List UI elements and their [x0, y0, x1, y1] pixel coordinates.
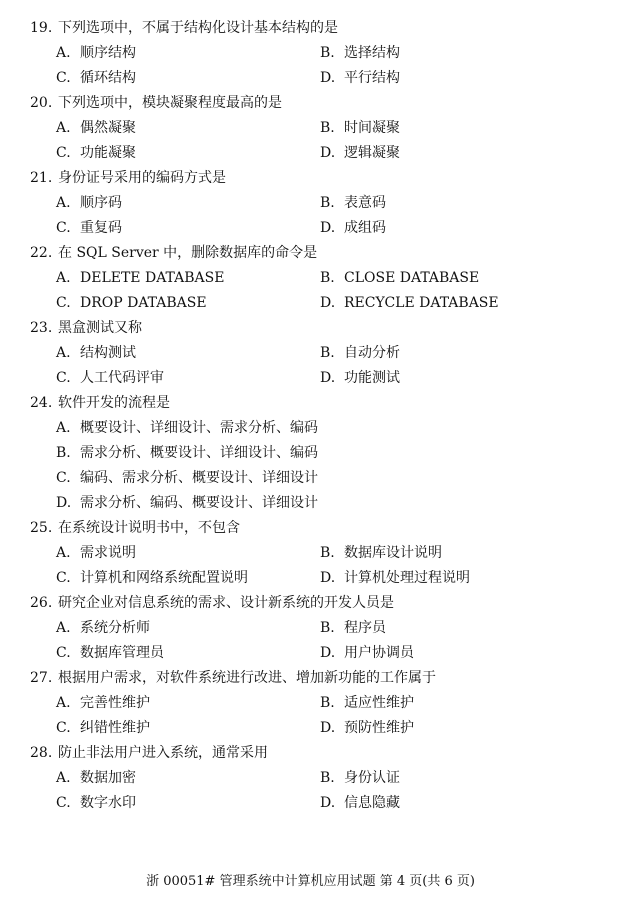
option-19-c: C. 循环结构	[56, 70, 136, 86]
option-27-c: C. 纠错性维护	[56, 720, 150, 736]
option-24-a: A. 概要设计、详细设计、需求分析、编码	[56, 420, 318, 436]
question-text: 软件开发的流程是	[58, 395, 170, 411]
question-text: 根据用户需求，对软件系统进行改进、增加新功能的工作属于	[58, 670, 436, 686]
page-footer: 浙 00051# 管理系统中计算机应用试题 第 4 页(共 6 页)	[146, 874, 475, 889]
question-22: 22. 在 SQL Server 中，删除数据库的命令是	[30, 245, 318, 261]
question-text: 在系统设计说明书中，不包含	[58, 520, 240, 536]
option-23-b: B. 自动分析	[320, 345, 400, 361]
question-19: 19. 下列选项中，不属于结构化设计基本结构的是	[30, 20, 338, 36]
question-text: 下列选项中，模块凝聚程度最高的是	[58, 95, 282, 111]
option-26-b: B. 程序员	[320, 620, 386, 636]
option-22-c: C. DROP DATABASE	[56, 295, 207, 311]
option-20-a: A. 偶然凝聚	[56, 120, 136, 136]
question-text: 身份证号采用的编码方式是	[58, 170, 226, 186]
option-26-d: D. 用户协调员	[320, 645, 414, 661]
option-28-c: C. 数字水印	[56, 795, 136, 811]
option-27-d: D. 预防性维护	[320, 720, 414, 736]
question-20: 20. 下列选项中，模块凝聚程度最高的是	[30, 95, 282, 111]
question-25: 25. 在系统设计说明书中，不包含	[30, 520, 240, 536]
option-28-b: B. 身份认证	[320, 770, 400, 786]
option-19-d: D. 平行结构	[320, 70, 400, 86]
option-23-d: D. 功能测试	[320, 370, 400, 386]
option-22-b: B. CLOSE DATABASE	[320, 270, 480, 286]
option-28-a: A. 数据加密	[56, 770, 136, 786]
question-23: 23. 黑盒测试又称	[30, 320, 142, 336]
option-24-b: B. 需求分析、概要设计、详细设计、编码	[56, 445, 318, 461]
option-24-c: C. 编码、需求分析、概要设计、详细设计	[56, 470, 318, 486]
question-27: 27. 根据用户需求，对软件系统进行改进、增加新功能的工作属于	[30, 670, 436, 686]
question-text: 在 SQL Server 中，删除数据库的命令是	[58, 245, 318, 261]
option-20-d: D. 逻辑凝聚	[320, 145, 400, 161]
option-21-a: A. 顺序码	[56, 195, 122, 211]
option-22-d: D. RECYCLE DATABASE	[320, 295, 499, 311]
option-25-a: A. 需求说明	[56, 545, 136, 561]
option-19-b: B. 选择结构	[320, 45, 400, 61]
option-19-a: A. 顺序结构	[56, 45, 136, 61]
option-20-c: C. 功能凝聚	[56, 145, 136, 161]
option-24-d: D. 需求分析、编码、概要设计、详细设计	[56, 495, 318, 511]
question-text: 下列选项中，不属于结构化设计基本结构的是	[58, 20, 338, 36]
question-21: 21. 身份证号采用的编码方式是	[30, 170, 226, 186]
option-21-c: C. 重复码	[56, 220, 122, 236]
option-23-c: C. 人工代码评审	[56, 370, 164, 386]
option-27-b: B. 适应性维护	[320, 695, 414, 711]
option-20-b: B. 时间凝聚	[320, 120, 400, 136]
option-26-a: A. 系统分析师	[56, 620, 150, 636]
option-21-b: B. 表意码	[320, 195, 386, 211]
option-25-c: C. 计算机和网络系统配置说明	[56, 570, 248, 586]
question-text: 研究企业对信息系统的需求、设计新系统的开发人员是	[58, 595, 394, 611]
option-21-d: D. 成组码	[320, 220, 386, 236]
option-27-a: A. 完善性维护	[56, 695, 150, 711]
question-28: 28. 防止非法用户进入系统，通常采用	[30, 745, 268, 761]
question-text: 黑盒测试又称	[58, 320, 142, 336]
option-25-b: B. 数据库设计说明	[320, 545, 442, 561]
option-23-a: A. 结构测试	[56, 345, 136, 361]
question-26: 26. 研究企业对信息系统的需求、设计新系统的开发人员是	[30, 595, 394, 611]
question-24: 24. 软件开发的流程是	[30, 395, 170, 411]
option-22-a: A. DELETE DATABASE	[56, 270, 225, 286]
option-28-d: D. 信息隐藏	[320, 795, 400, 811]
question-text: 防止非法用户进入系统，通常采用	[58, 745, 268, 761]
option-25-d: D. 计算机处理过程说明	[320, 570, 470, 586]
option-26-c: C. 数据库管理员	[56, 645, 164, 661]
